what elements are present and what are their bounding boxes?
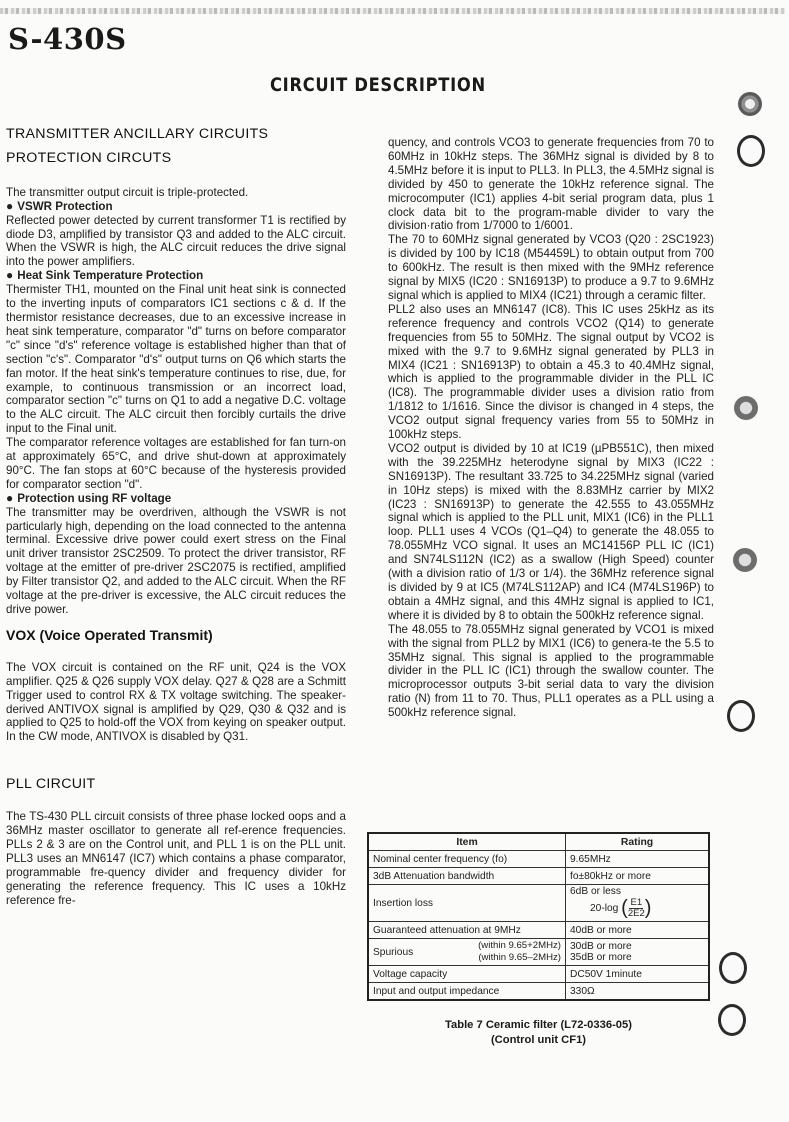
table-cell-rating: 9.65MHz: [566, 851, 710, 868]
table-cell-rating: DC50V 1minute: [566, 966, 710, 983]
bullet-vswr-label: VSWR Protection: [17, 199, 113, 213]
table-cell-item: Nominal center frequency (fo): [368, 851, 566, 868]
para-rf-voltage: The transmitter may be overdriven, although the VSWR is not particularly high, depending on the load connected to the antenna terminal. Excessive drive power could exert stress on the Final unit driver transistor 2SC2509. To protect the driver transistor, RF voltage at the emitter of pre-driver 2SC2075 is rectified, amplified by Filter transistor Q2, and added to the ALC circuit. When the RF voltage at the pre-driver is excessive, the ALC circuit reduces the drive power.: [6, 505, 346, 616]
binder-hole-icon: [738, 92, 762, 116]
insertion-loss-limit: 6dB or less: [570, 886, 621, 897]
bullet-rf-label: Protection using RF voltage: [17, 491, 172, 505]
spurious-condition-minus: (within 9.65–2MHz): [478, 952, 561, 963]
table-cell-item: Input and output impedance: [368, 983, 566, 1001]
formula-log: 20-log: [590, 903, 619, 915]
para-vco3: The 70 to 60MHz signal generated by VCO3 (Q20 : 2SC1923) is divided by 100 by IC18 (M54459L) to obtain output from 700 to 600kHz. The result is then mixed with the 9MHz reference signal by MIX5 (IC20 : SN16913P) to produce a 9.7 to 9.6MHz signal which is applied to MIX4 (IC21) through a ceramic filter.: [388, 233, 714, 302]
table-caption-subtitle: (Control unit CF1): [490, 1034, 587, 1046]
binder-hole-icon: [734, 396, 758, 420]
formula-paren-close: ): [644, 897, 652, 919]
formula-paren-open: (: [621, 897, 628, 919]
spurious-label: Spurious: [373, 946, 414, 958]
bullet-rf-voltage: [6, 492, 346, 506]
table-row: [368, 885, 709, 922]
bullet-icon: ●: [6, 490, 14, 505]
table-row: [368, 939, 709, 966]
insertion-loss-formula: [570, 897, 704, 920]
table-caption: [367, 1018, 710, 1048]
para-pll1: The 48.055 to 78.055MHz signal generated by VCO1 is mixed with the signal from PLL2 by MIX1 (IC6) to genera-te the 5.5 to 35MHz signal. This signal is applied to the programmable divider in the PLL IC (IC1) through the swallow counter. The microprocessor outputs 3-bit serial data to vary the division ratio (N) from 11 to 70. Thus, PLL1 operates as a PLL using a 500kHz reference signal.: [388, 622, 714, 720]
table-header-rating: Rating: [566, 833, 710, 851]
table-header-row: [368, 833, 709, 851]
bullet-icon: ●: [6, 198, 14, 213]
table-cell-rating: [566, 939, 710, 966]
left-column: [6, 124, 346, 908]
bullet-heatsink: [6, 269, 346, 283]
table-cell-rating: [566, 885, 710, 922]
heading-pll-circuit: PLL CIRCUIT: [6, 776, 96, 793]
ceramic-filter-table: [367, 832, 710, 1001]
formula-fraction: [628, 898, 645, 919]
table-row: [368, 868, 709, 885]
spurious-conditions: [413, 940, 561, 964]
table-cell-rating: 40dB or more: [566, 922, 710, 939]
para-vco2: VCO2 output is divided by 10 at IC19 (µPB551C), then mixed with the 39.225MHz heterodyne signal by MIX3 (IC22 : SN16913P). The resultant 33.725 to 34.225MHz signal (varied in 10Hz steps) is mixed with the 8.83MHz carrier by MIX2 (IC23 : SN16913P) to generate the 42.555 to 43.055MHz signal which is applied to the PLL unit, MIX1 (IC6) in the PLL1 loop. PLL1 uses 4 VCOs (Q1–Q4) to generate the 48.055 to 78.055MHz VCO signal. It uses an MC14156P PLL IC (IC1) and SN74LS112N (IC2) as a swallow (High Speed) counter (with a division ratio of 1/3 or 1/4). the 36MHz reference signal is divided by 9 at IC5 (M74LS112AP) and IC4 (M74LS196P) to obtain a 4MHz signal, and this 4MHz signal is applied to IC1, where it is divided by 8 to obtain the 500kHz reference signal.: [388, 441, 714, 622]
table-row: [368, 851, 709, 868]
model-number: S-430S: [8, 22, 127, 56]
bullet-vswr: [6, 200, 346, 214]
para-heatsink: Thermister TH1, mounted on the Final unit heat sink is connected to the inverting inputs of comparators IC1 sections c & d. If the thermistor resistance decreases, due to an excessive increase in heat sink temperature, comparator "d" turns on before comparator "c" since "d's" reference voltage is established higher than that of section "c's". Comparator "d's" output turns on Q6 which starts the fan motor. If the heat sink's temperature continues to rise, due, for example, to continuous transmission or an incorrect load, comparator section "c" turns on Q1 to add a negative D.C. voltage to the ALC circuit. The ALC circuit then forcibly curtails the drive input to the Final unit.: [6, 283, 346, 436]
binder-hole-icon: [727, 700, 755, 732]
heading-protection-circuits: PROTECTION CIRCUTS: [6, 149, 172, 166]
para-pll2: PLL2 also uses an MN6147 (IC8). This IC uses 25kHz as its reference frequency and controls VCO2 (Q14) to generate frequencies from 55 to 50MHz. The signal output by VCO2 is mixed with the 9.7 to 9.6MHz signal generated by PLL3 in MIX4 (IC21 : SN16913P) to obtain a 45.3 to 40.4MHz signal, which is applied to the programmable divider in the PLL IC (IC8). The programmable divider uses a division ratio from 1/1812 to 1/1616. Since the divisor is changed in 4 steps, the VCO2 output signal frequency varies from 55 to 50MHz in 100kHz steps.: [388, 302, 714, 442]
heading-transmitter-ancillary: TRANSMITTER ANCILLARY CIRCUITS: [6, 126, 269, 142]
table-cell-item: Insertion loss: [368, 885, 566, 922]
binder-hole-icon: [719, 952, 747, 984]
table-cell-item: [368, 939, 566, 966]
binder-hole-icon: [733, 548, 757, 572]
para-comparator: The comparator reference voltages are established for fan turn-on at approximately 65°C, and drive shut-down at approximately 90°C. The fan stops at 60°C because of the hysteresis provided for comparator section "d".: [6, 436, 346, 491]
table-cell-rating: fo±80kHz or more: [566, 868, 710, 885]
table-caption-title: Table 7 Ceramic filter (L72-0336-05): [445, 1019, 632, 1031]
scan-top-edge: [0, 8, 785, 14]
table-row: [368, 966, 709, 983]
heading-vox: VOX (Voice Operated Transmit): [6, 626, 213, 643]
para-vox: The VOX circuit is contained on the RF unit, Q24 is the VOX amplifier. Q25 & Q26 supply VOX delay. Q27 & Q28 are a Schmitt Trigger used to control RX & TX voltage switching. The speaker-derived ANTIVOX signal is amplified by Q29, Q30 & Q32 and is applied to Q25 to hold-off the VOX from keying on speaker output. In the CW mode, ANTIVOX is disabled by Q31.: [6, 660, 346, 744]
para-pll: The TS-430 PLL circuit consists of three phase locked oops and a 36MHz master oscillator to generate all ref-erence frequencies. PLLs 2 & 3 are on the Control unit, and PLL 1 is on the PLL unit. PLL3 uses an MN6147 (IC7) which contains a phase comparator, programmable fre-quency divider and frequency divider for generating the reference frequency. This IC uses a 10kHz reference fre-: [6, 810, 346, 907]
table-cell-item: Guaranteed attenuation at 9MHz: [368, 922, 566, 939]
table-header-item: Item: [368, 833, 566, 851]
binder-hole-icon: [737, 135, 765, 167]
page-title: CIRCUIT DESCRIPTION: [270, 74, 486, 96]
bullet-heatsink-label: Heat Sink Temperature Protection: [17, 269, 204, 283]
binder-hole-icon: [718, 1004, 746, 1036]
protection-intro: The transmitter output circuit is triple-protected.: [6, 185, 249, 199]
spurious-rating-plus: 30dB or more: [570, 941, 632, 952]
table-cell-rating: 330Ω: [566, 983, 710, 1001]
para-pll3-cont: quency, and controls VCO3 to generate frequencies from 70 to 60MHz in 10kHz steps. The 36MHz signal is divided by 8 to 4.5MHz before it is input to PLL3. In PLL3, the 4.5MHz signal is divided by 450 to generate the 10kHz reference signal. The microcomputer (IC1) applies 4-bit serial program data, plus 1 clock data bit to the program-mable divider to vary the division·ratio from 1/7000 to 1/6001.: [388, 136, 714, 233]
table-row: [368, 983, 709, 1001]
bullet-icon: ●: [6, 268, 14, 283]
formula-numerator: E1: [630, 897, 643, 908]
spurious-rating-minus: 35dB or more: [570, 952, 632, 963]
formula-denominator: 2E2: [627, 908, 645, 919]
para-vswr: Reflected power detected by current transformer T1 is rectified by diode D3, amplified by transistor Q3 and added to the ALC circuit. When the VSWR is high, the ALC circuit reduces the drive signal into the power amplifiers.: [6, 213, 346, 269]
table-cell-item: Voltage capacity: [368, 966, 566, 983]
table-cell-item: 3dB Attenuation bandwidth: [368, 868, 566, 885]
right-column: [388, 136, 714, 720]
table-row: [368, 922, 709, 939]
spurious-condition-plus: (within 9.65+2MHz): [478, 940, 561, 951]
spurious-cell: [373, 940, 561, 964]
